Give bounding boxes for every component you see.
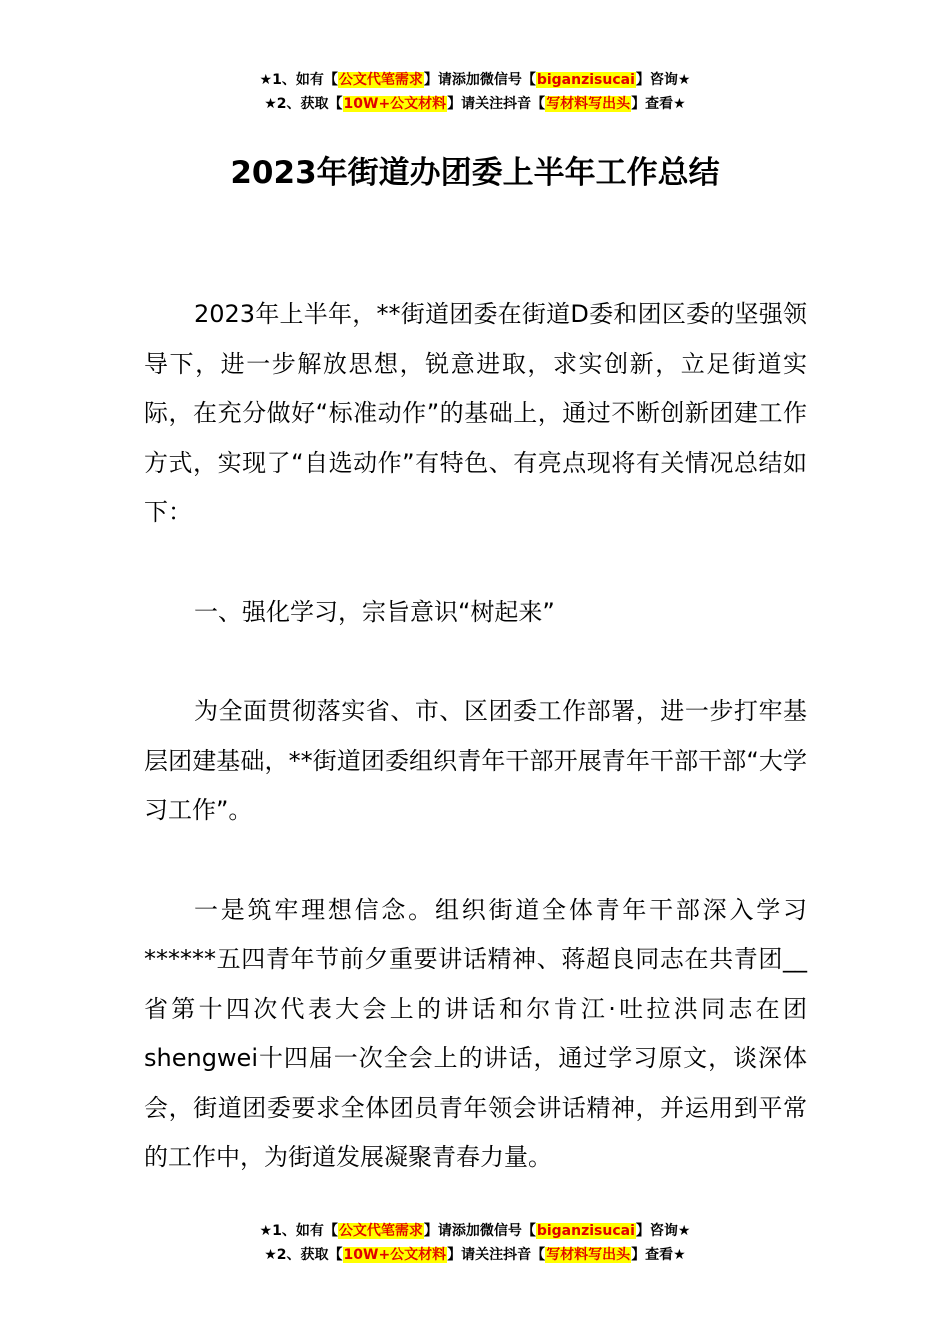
banner-line-1: ★1、如有【公文代笔需求】请添加微信号【biganzisucai】咨询★ <box>259 72 691 88</box>
banner-line-2: ★2、获取【10W+公文材料】请关注抖音【写材料写出头】查看★ <box>264 1247 686 1263</box>
top-ad-banner <box>0 68 950 116</box>
highlight-wechat-id: biganzisucai <box>536 1223 635 1239</box>
paragraph-study: 为全面贯彻落实省、市、区团委工作部署，进一步打牢基层团建基础，**街道团委组织青年干部开展青年干部干部“大学习工作”。 <box>144 697 807 824</box>
highlight-wechat-id: biganzisucai <box>536 72 635 88</box>
banner-line-1: ★1、如有【公文代笔需求】请添加微信号【biganzisucai】咨询★ <box>259 1223 691 1239</box>
bottom-ad-banner <box>0 1219 950 1267</box>
highlight-douyin: 写材料写出头 <box>546 1247 631 1263</box>
paragraph-ideals: 一是筑牢理想信念。组织街道全体青年干部深入学习******五四青年节前夕重要讲话精神、蒋超良同志在共青团__省第十四次代表大会上的讲话和尔肯江·吐拉洪同志在团shengwei十四届一次全会上的讲话，通过学习原文，谈深体会，街道团委要求全体团员青年领会讲话精神，并运用到平常的工作中，为街道发展凝聚青春力量。 <box>144 895 807 1171</box>
document-title: 2023年街道办团委上半年工作总结 <box>230 155 720 191</box>
highlight-douyin: 写材料写出头 <box>546 96 631 112</box>
highlight-materials: 10W+公文材料 <box>343 1247 447 1263</box>
banner-line-2: ★2、获取【10W+公文材料】请关注抖音【写材料写出头】查看★ <box>264 96 686 112</box>
highlight-materials: 10W+公文材料 <box>343 96 447 112</box>
section-heading-1: 一、强化学习，宗旨意识“树起来” <box>194 597 555 626</box>
highlight-service: 公文代笔需求 <box>338 72 423 88</box>
document-body <box>144 290 807 1183</box>
highlight-service: 公文代笔需求 <box>338 1223 423 1239</box>
paragraph-intro: 2023年上半年，**街道团委在街道D委和团区委的坚强领导下，进一步解放思想，锐意进取，求实创新，立足街道实际，在充分做好“标准动作”的基础上，通过不断创新团建工作方式，实现了“自选动作”有特色、有亮点现将有关情况总结如下： <box>144 300 807 526</box>
